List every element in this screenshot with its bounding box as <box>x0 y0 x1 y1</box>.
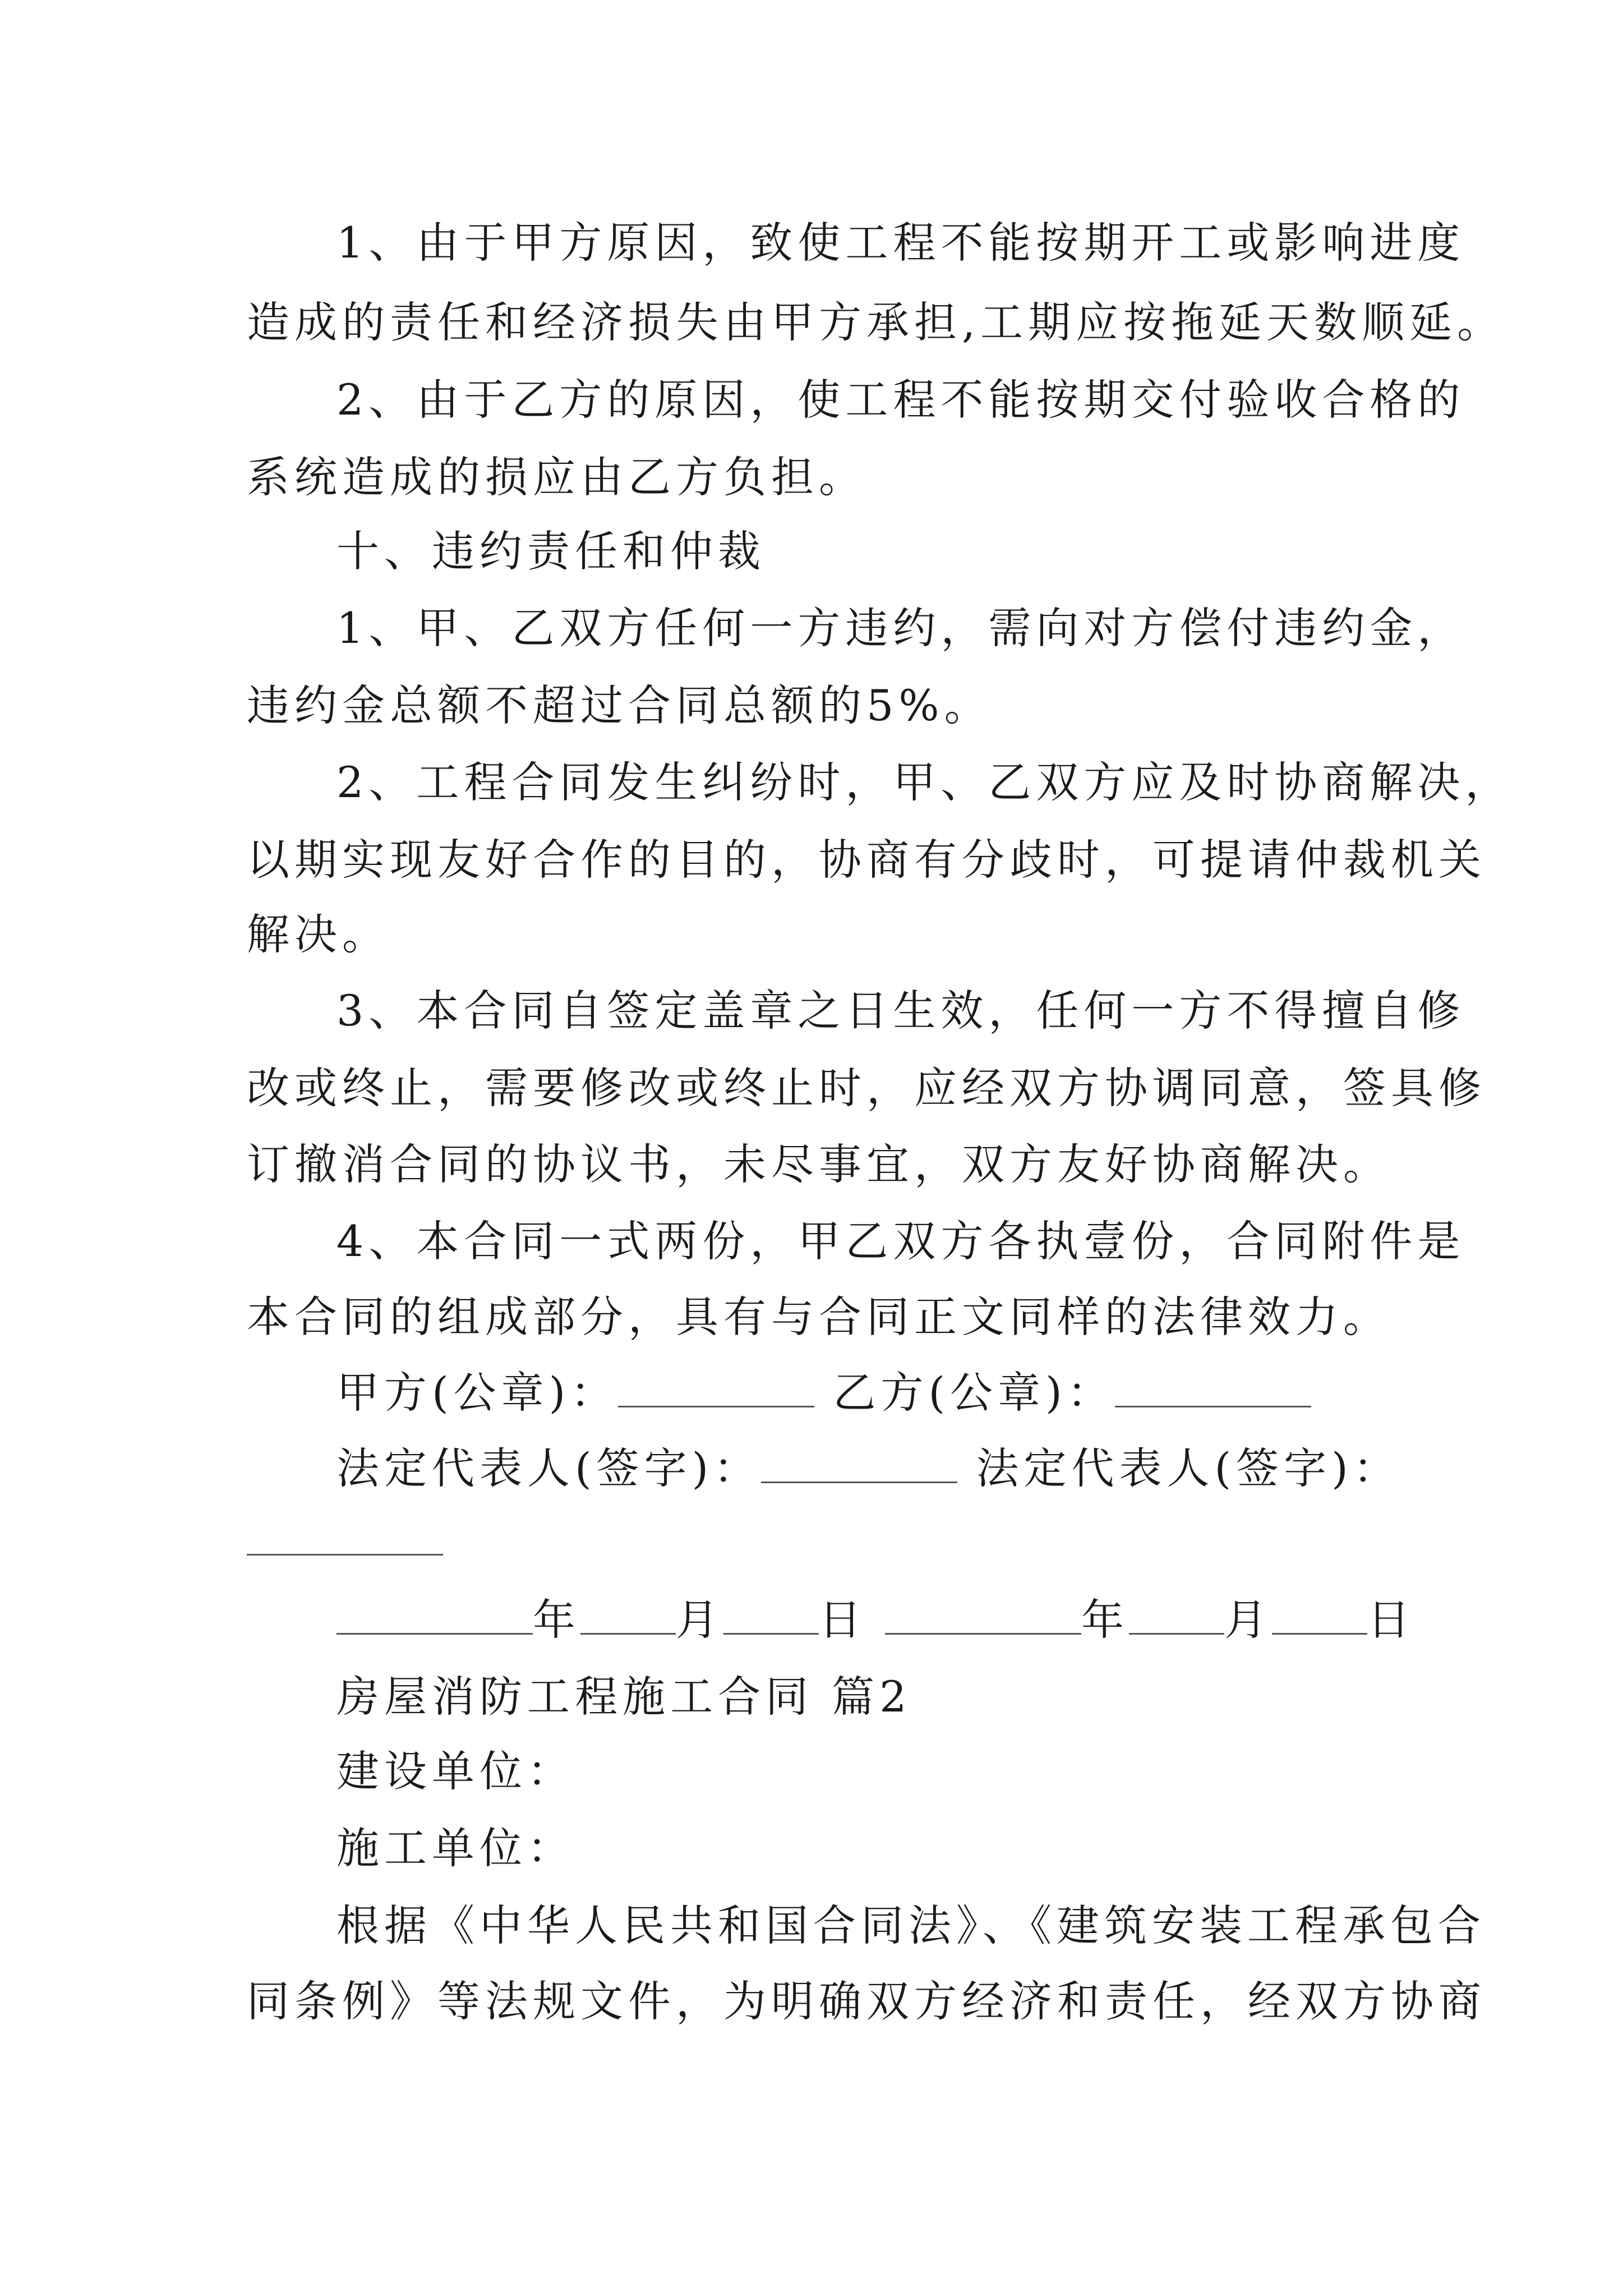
clause-10-3-line-2: 改或终止，需要修改或终止时，应经双方协调同意，签具修 <box>247 1063 1486 1113</box>
clause-9-2-line-1: 2、由于乙方的原因，使工程不能按期交付验收合格的 <box>336 375 1465 425</box>
legal-rep-a-label: 法定代表人(签字)： <box>336 1443 762 1493</box>
contractor-label: 施工单位： <box>336 1823 575 1873</box>
section-2-title: 房屋消防工程施工合同 篇2 <box>336 1672 912 1722</box>
legal-rep-b-label: 法定代表人(签字)： <box>976 1443 1401 1493</box>
intro-line-1: 根据《中华人民共和国合同法》、《建筑安装工程承包合 <box>336 1901 1486 1950</box>
legal-rep-b-blank <box>247 1554 443 1556</box>
clause-9-1-line-1: 1、由于甲方原因，致使工程不能按期开工或影响进度 <box>336 218 1465 268</box>
year-a-label: 年 <box>533 1595 580 1645</box>
legal-rep-line <box>336 1442 1401 1496</box>
month-a-label: 月 <box>676 1595 723 1645</box>
year-b-blank <box>885 1595 1081 1635</box>
date-line <box>336 1593 1415 1647</box>
month-b-label: 月 <box>1224 1595 1272 1645</box>
year-a-blank <box>336 1595 533 1635</box>
section-heading-breach: 十、违约责任和仲裁 <box>336 526 766 576</box>
day-a-label: 日 <box>819 1595 866 1645</box>
builder-label: 建设单位： <box>336 1746 575 1796</box>
clause-10-2-line-1: 2、工程合同发生纠纷时，甲、乙双方应及时协商解决， <box>336 757 1513 807</box>
month-b-blank <box>1129 1595 1224 1635</box>
day-b-label: 日 <box>1367 1595 1415 1645</box>
party-b-seal-blank <box>1115 1368 1311 1407</box>
clause-10-1-line-2: 违约金总额不超过合同总额的5%。 <box>247 680 992 730</box>
clause-9-2-line-2: 系统造成的损应由乙方负担。 <box>247 452 866 502</box>
day-b-blank <box>1272 1595 1367 1635</box>
seal-line <box>336 1366 1311 1420</box>
clause-10-3-line-1: 3、本合同自签定盖章之日生效，任何一方不得擅自修 <box>336 986 1465 1036</box>
party-a-seal-label: 甲方(公章)： <box>336 1368 619 1418</box>
clause-10-1-line-1: 1、甲、乙双方任何一方违约，需向对方偿付违约金， <box>336 603 1465 653</box>
clause-9-1-line-2: 造成的责任和经济损失由甲方承担,工期应按拖延天数顺延。 <box>247 297 1505 347</box>
month-a-blank <box>580 1595 676 1635</box>
clause-10-3-line-3: 订撤消合同的协议书，未尽事宜，双方友好协商解决。 <box>247 1139 1391 1189</box>
clause-10-4-line-1: 4、本合同一式两份，甲乙双方各执壹份，合同附件是 <box>336 1216 1465 1266</box>
clause-10-4-line-2: 本合同的组成部分，具有与合同正文同样的法律效力。 <box>247 1292 1391 1342</box>
party-a-seal-blank <box>618 1368 814 1407</box>
legal-rep-a-blank <box>761 1443 957 1483</box>
day-a-blank <box>723 1595 819 1635</box>
clause-10-2-line-3: 解决。 <box>247 909 390 959</box>
party-b-seal-label: 乙方(公章)： <box>833 1368 1115 1418</box>
intro-line-2: 同条例》等法规文件，为明确双方经济和责任，经双方协商 <box>247 1976 1486 2026</box>
year-b-label: 年 <box>1081 1595 1129 1645</box>
clause-10-2-line-2: 以期实现友好合作的目的，协商有分歧时，可提请仲裁机关 <box>247 835 1486 885</box>
